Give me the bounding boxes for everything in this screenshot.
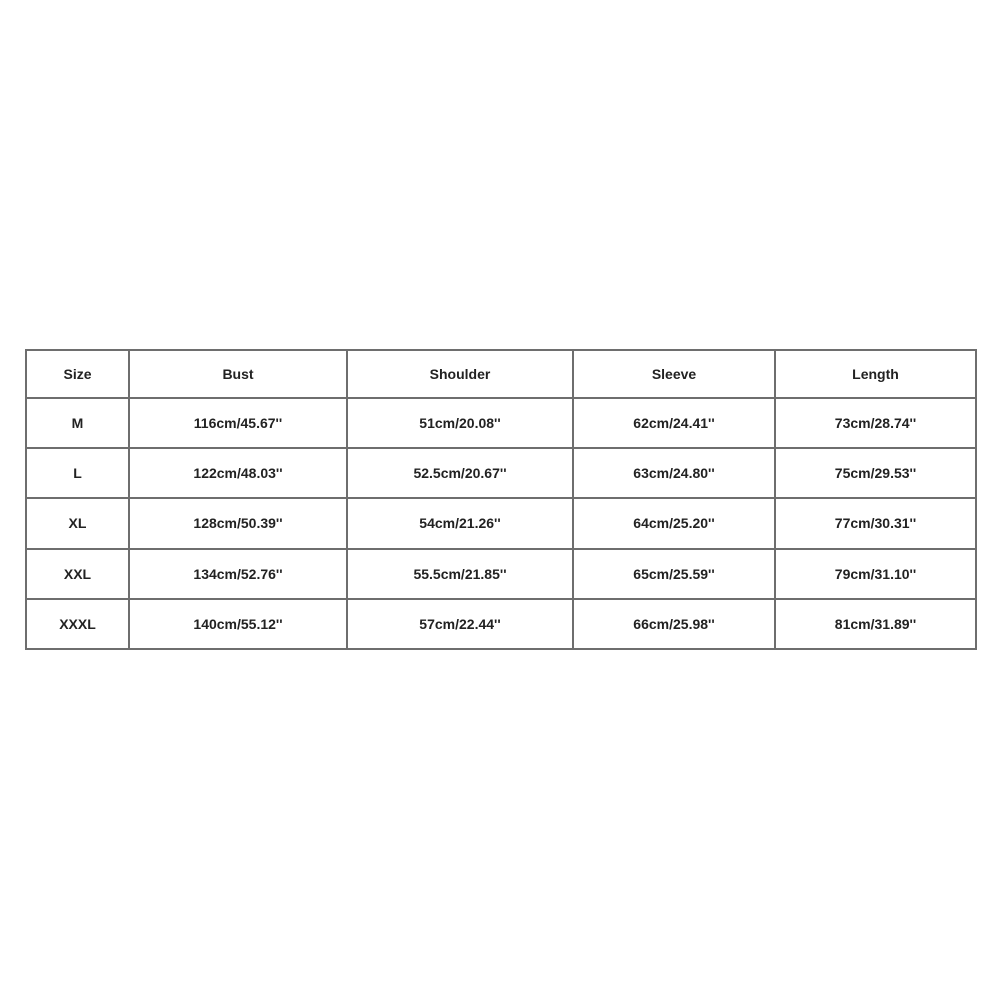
sleeve-cell: 64cm/25.20'' (573, 498, 775, 548)
table-row (26, 549, 976, 599)
length-cell: 75cm/29.53'' (775, 448, 976, 498)
size-cell: XXXL (26, 599, 129, 649)
header-size: Size (26, 350, 129, 398)
bust-cell: 134cm/52.76'' (129, 549, 347, 599)
header-bust: Bust (129, 350, 347, 398)
table-row (26, 448, 976, 498)
shoulder-cell: 51cm/20.08'' (347, 398, 573, 448)
length-cell: 79cm/31.10'' (775, 549, 976, 599)
size-cell: XXL (26, 549, 129, 599)
bust-cell: 122cm/48.03'' (129, 448, 347, 498)
shoulder-cell: 57cm/22.44'' (347, 599, 573, 649)
sleeve-cell: 65cm/25.59'' (573, 549, 775, 599)
sleeve-cell: 62cm/24.41'' (573, 398, 775, 448)
table-row (26, 498, 976, 548)
shoulder-cell: 52.5cm/20.67'' (347, 448, 573, 498)
shoulder-cell: 54cm/21.26'' (347, 498, 573, 548)
bust-cell: 116cm/45.67'' (129, 398, 347, 448)
length-cell: 77cm/30.31'' (775, 498, 976, 548)
header-length: Length (775, 350, 976, 398)
length-cell: 81cm/31.89'' (775, 599, 976, 649)
size-cell: XL (26, 498, 129, 548)
table-row (26, 599, 976, 649)
bust-cell: 140cm/55.12'' (129, 599, 347, 649)
size-cell: M (26, 398, 129, 448)
bust-cell: 128cm/50.39'' (129, 498, 347, 548)
table-row (26, 398, 976, 448)
sleeve-cell: 63cm/24.80'' (573, 448, 775, 498)
size-cell: L (26, 448, 129, 498)
header-row (26, 350, 976, 398)
length-cell: 73cm/28.74'' (775, 398, 976, 448)
header-shoulder: Shoulder (347, 350, 573, 398)
shoulder-cell: 55.5cm/21.85'' (347, 549, 573, 599)
sleeve-cell: 66cm/25.98'' (573, 599, 775, 649)
size-chart-table (25, 349, 977, 650)
header-sleeve: Sleeve (573, 350, 775, 398)
